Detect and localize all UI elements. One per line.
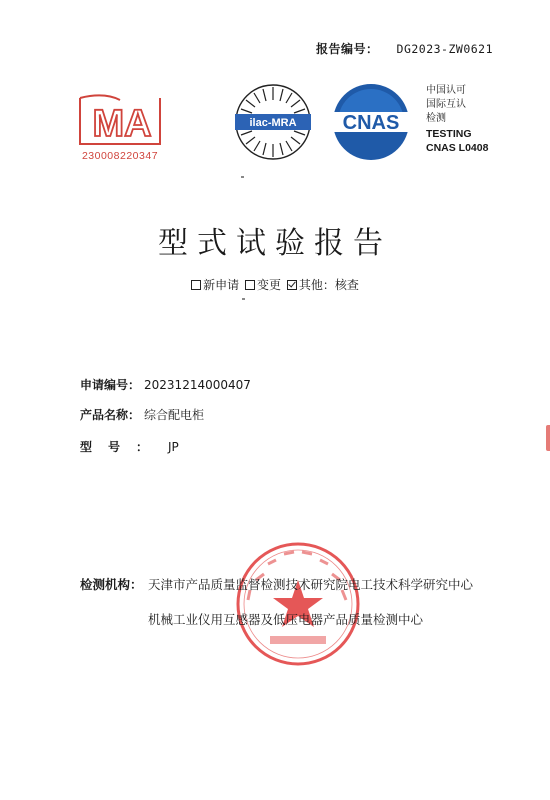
- field-value: JP: [168, 440, 179, 454]
- application-number-field: [80, 376, 251, 393]
- cnas-logo-text: CNAS: [342, 112, 400, 134]
- field-label: 申请编号：: [80, 378, 141, 392]
- option-change: 变更: [245, 276, 281, 293]
- checkbox-icon: [245, 280, 255, 290]
- field-label: 型号：: [80, 440, 165, 454]
- cnas-caption-en: TESTING: [426, 127, 472, 140]
- cnas-caption-line: 检测: [426, 113, 446, 125]
- field-value: 综合配电柜: [144, 408, 205, 422]
- institution-line-1: 天津市产品质量监督检测技术研究院电工技术科学研究中心: [148, 577, 474, 592]
- cnas-caption: [426, 84, 488, 155]
- page-title: 型式试验报告: [158, 226, 392, 261]
- institution-line-2: 机械工业仪用互感器及低压电器产品质量检测中心: [148, 612, 424, 627]
- model-field: [80, 438, 179, 455]
- cma-logo: [74, 92, 166, 154]
- ilac-mra-logo: [233, 82, 313, 162]
- scan-speck: [242, 298, 245, 300]
- field-value: 20231214000407: [144, 378, 251, 392]
- report-number-value: DG2023-ZW0621: [396, 42, 494, 56]
- ilac-mra-text: ilac-MRA: [249, 117, 297, 129]
- cnas-caption-en: CNAS L0408: [426, 141, 489, 154]
- option-new-application: 新申请: [191, 276, 239, 293]
- scan-speck: [241, 176, 244, 178]
- field-label: 产品名称：: [80, 408, 141, 422]
- edge-mark: [546, 425, 550, 451]
- checkbox-icon: [191, 280, 201, 290]
- cnas-caption-line: 国际互认: [426, 99, 466, 111]
- institution-label: 检测机构：: [80, 577, 143, 592]
- product-name-field: [80, 406, 204, 423]
- report-number-label: 报告编号：: [316, 42, 379, 56]
- cma-number: 230008220347: [81, 150, 159, 162]
- report-number: [316, 40, 493, 57]
- cnas-logo: [328, 82, 414, 162]
- official-seal: [234, 540, 362, 668]
- option-other: 其他：核查: [287, 276, 359, 293]
- report-type-options: [0, 276, 550, 293]
- checked-checkbox-icon: [287, 280, 297, 290]
- svg-text:MA: MA: [92, 103, 152, 145]
- cnas-caption-line: 中国认可: [426, 85, 466, 96]
